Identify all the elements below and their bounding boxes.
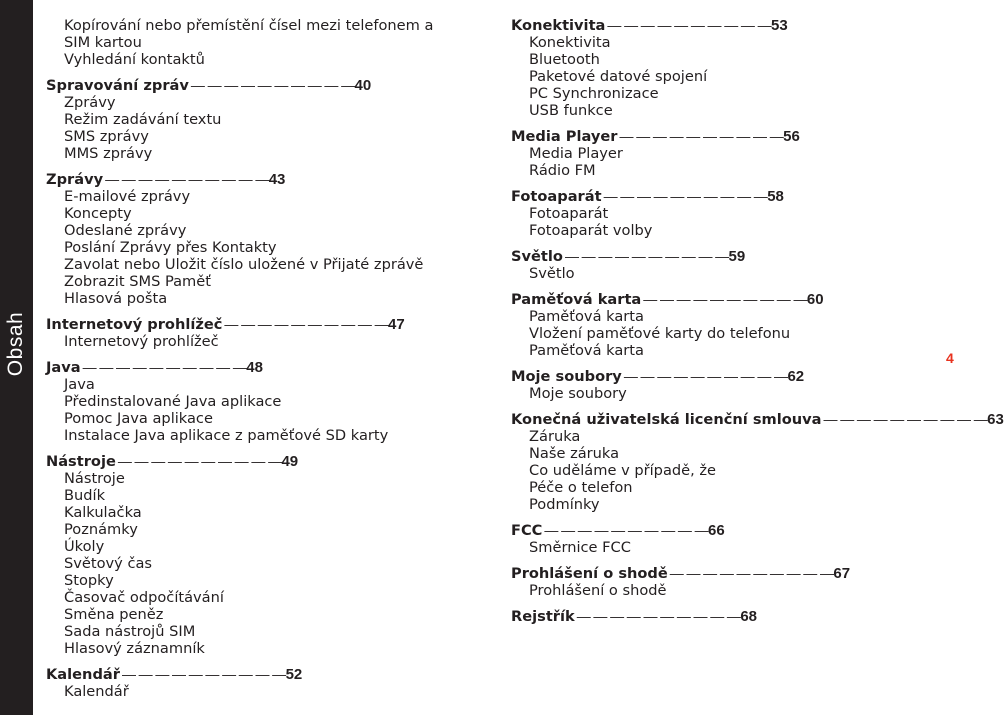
toc-leader-dashes: — — — — — — — — — —	[82, 359, 247, 375]
toc-entry[interactable]: Koncepty	[64, 205, 132, 222]
toc-entry[interactable]: Vložení paměťové karty do telefonu	[529, 325, 791, 342]
toc-leader-dashes: — — — — — — — — — —	[619, 128, 784, 144]
toc-section-title: FCC	[511, 522, 543, 539]
toc-entry[interactable]: Instalace Java aplikace z paměťové SD karty	[64, 427, 389, 444]
toc-entry[interactable]: SMS zprávy	[64, 128, 149, 145]
toc-section-title: Internetový prohlížeč	[46, 316, 223, 333]
toc-entry[interactable]: Podmínky	[529, 496, 600, 513]
toc-entry[interactable]: Naše záruka	[529, 445, 620, 462]
toc-entry[interactable]: Poslání Zprávy přes Kontakty	[64, 239, 277, 256]
toc-entry[interactable]: Vyhledání kontaktů	[64, 51, 205, 68]
toc-entry[interactable]: PC Synchronizace	[529, 85, 659, 102]
toc-entry[interactable]: Časovač odpočítávání	[64, 589, 224, 606]
toc-section-title: Media Player	[511, 128, 618, 145]
toc-entry[interactable]: Internetový prohlížeč	[64, 333, 219, 350]
toc-page-number: 59	[728, 248, 746, 265]
toc-leader-dashes: — — — — — — — — — —	[576, 608, 741, 624]
toc-page-number: 52	[285, 666, 303, 683]
toc-entry[interactable]: USB funkce	[529, 102, 613, 119]
toc-leader-dashes: — — — — — — — — — —	[623, 368, 788, 384]
toc-entry[interactable]: Bluetooth	[529, 51, 600, 68]
toc-entry[interactable]: Sada nástrojů SIM	[64, 623, 196, 640]
toc-entry[interactable]: Paměťová karta	[529, 342, 644, 359]
toc-section-heading[interactable]	[511, 291, 951, 308]
toc-page-number: 43	[268, 171, 286, 188]
side-tab-label: Obsah	[4, 311, 27, 377]
toc-section-heading[interactable]	[46, 77, 466, 94]
toc-section-heading[interactable]	[511, 17, 951, 34]
toc-leader-dashes: — — — — — — — — — —	[564, 248, 729, 264]
toc-entry[interactable]: Odeslané zprávy	[64, 222, 187, 239]
toc-page-number: 40	[354, 77, 372, 94]
toc-section-title: Fotoaparát	[511, 188, 602, 205]
toc-page-number: 53	[771, 17, 788, 34]
toc-entry[interactable]: Režim zadávání textu	[64, 111, 222, 128]
toc-section-title: Nástroje	[46, 453, 116, 470]
toc-leader-dashes: — — — — — — — — — —	[190, 77, 355, 93]
toc-entry[interactable]: Předinstalované Java aplikace	[64, 393, 282, 410]
toc-entry[interactable]: Prohlášení o shodě	[529, 582, 667, 599]
toc-entry[interactable]: Budík	[64, 487, 106, 504]
toc-entry[interactable]: Fotoaparát volby	[529, 222, 653, 239]
toc-section-title: Spravování zpráv	[46, 77, 189, 94]
toc-section-title: Konečná uživatelská licenční smlouva	[511, 411, 822, 428]
toc-section-heading[interactable]	[511, 522, 951, 539]
toc-entry[interactable]: Nástroje	[64, 470, 125, 487]
toc-section-heading[interactable]	[511, 128, 951, 145]
toc-entry[interactable]: Kalkulačka	[64, 504, 142, 521]
toc-entry[interactable]: Media Player	[529, 145, 623, 162]
toc-section-heading[interactable]	[46, 359, 466, 376]
toc-left-column	[46, 17, 466, 700]
toc-section-title: Konektivita	[511, 17, 606, 34]
toc-entry[interactable]: MMS zprávy	[64, 145, 153, 162]
toc-section-heading[interactable]	[511, 248, 951, 265]
toc-entry[interactable]: Světový čas	[64, 555, 153, 572]
toc-entry[interactable]: Stopky	[64, 572, 114, 589]
toc-entry[interactable]: Java	[64, 376, 95, 393]
toc-entry[interactable]: Zobrazit SMS Paměť	[64, 273, 211, 290]
toc-section-title: Prohlášení o shodě	[511, 565, 668, 582]
toc-entry[interactable]: Poznámky	[64, 521, 138, 538]
toc-leader-dashes: — — — — — — — — — —	[823, 411, 988, 427]
toc-entry[interactable]: Rádio FM	[529, 162, 596, 179]
toc-section-heading[interactable]	[46, 171, 466, 188]
toc-section-title: Paměťová karta	[511, 291, 642, 308]
toc-entry[interactable]: Světlo	[529, 265, 575, 282]
toc-leader-dashes: — — — — — — — — — —	[224, 316, 389, 332]
toc-entry[interactable]: Paměťová karta	[529, 308, 644, 325]
toc-entry[interactable]: Směna peněz	[64, 606, 164, 623]
toc-entry[interactable]: Fotoaparát	[529, 205, 609, 222]
toc-section-heading[interactable]	[511, 608, 951, 625]
toc-entry[interactable]: Paketové datové spojení	[529, 68, 708, 85]
toc-leader-dashes: — — — — — — — — — —	[117, 453, 282, 469]
toc-section-title: Zprávy	[46, 171, 104, 188]
toc-section-heading[interactable]	[511, 368, 951, 385]
toc-leader-dashes: — — — — — — — — — —	[121, 666, 286, 682]
toc-leader-dashes: — — — — — — — — — —	[669, 565, 834, 581]
toc-section-title: Java	[46, 359, 81, 376]
toc-leader-dashes: — — — — — — — — — —	[105, 171, 269, 187]
toc-section-heading[interactable]	[511, 411, 1004, 428]
toc-right-column	[511, 17, 1004, 625]
toc-page-number: 68	[740, 608, 758, 625]
toc-section-title: Kalendář	[46, 666, 120, 683]
toc-page-number: 56	[783, 128, 800, 145]
toc-entry[interactable]: Úkoly	[64, 538, 105, 555]
toc-section-heading[interactable]	[46, 316, 466, 333]
toc-section-heading[interactable]	[46, 453, 466, 470]
toc-section-title: Světlo	[511, 248, 563, 265]
toc-entry[interactable]: Hlasová pošta	[64, 290, 168, 307]
toc-page-number: 60	[806, 291, 824, 308]
toc-entry[interactable]: Zavolat nebo Uložit číslo uložené v Přijaté zprávě	[64, 256, 424, 273]
toc-leader-dashes: — — — — — — — — — —	[643, 291, 807, 307]
toc-leader-dashes: — — — — — — — — — —	[544, 522, 708, 538]
toc-page-number: 66	[708, 522, 725, 539]
toc-entry[interactable]: Co uděláme v případě, že	[529, 462, 717, 479]
toc-page-number: 58	[767, 188, 784, 205]
toc-intro-line: Kopírování nebo přemístění čísel mezi telefonem a SIM kartou	[64, 17, 434, 51]
toc-leader-dashes: — — — — — — — — — —	[603, 188, 768, 204]
page-number: 4	[946, 350, 954, 366]
toc-page-number: 47	[388, 316, 405, 333]
toc-page-number: 48	[246, 359, 263, 376]
toc-section-title: Moje soubory	[511, 368, 622, 385]
toc-entry[interactable]: Zprávy	[64, 94, 116, 111]
toc-section-heading[interactable]	[511, 188, 951, 205]
toc-entry[interactable]: E-mailové zprávy	[64, 188, 191, 205]
toc-entry[interactable]: Kalendář	[64, 683, 129, 700]
toc-entry[interactable]: Pomoc Java aplikace	[64, 410, 213, 427]
side-tab	[0, 0, 33, 715]
toc-section-title: Rejstřík	[511, 608, 575, 625]
toc-section-heading[interactable]	[511, 565, 951, 582]
toc-entry[interactable]: Směrnice FCC	[529, 539, 631, 556]
toc-page-number: 67	[833, 565, 851, 582]
toc-page-number: 63	[987, 411, 1004, 428]
toc-page-number: 62	[787, 368, 805, 385]
toc-entry[interactable]: Konektivita	[529, 34, 611, 51]
toc-leader-dashes: — — — — — — — — — —	[607, 17, 771, 33]
toc-entry[interactable]: Hlasový záznamník	[64, 640, 205, 657]
toc-entry[interactable]: Péče o telefon	[529, 479, 633, 496]
toc-page-number: 49	[281, 453, 299, 470]
toc-section-heading[interactable]	[46, 666, 466, 683]
toc-entry[interactable]: Moje soubory	[529, 385, 627, 402]
toc-entry[interactable]: Záruka	[529, 428, 581, 445]
